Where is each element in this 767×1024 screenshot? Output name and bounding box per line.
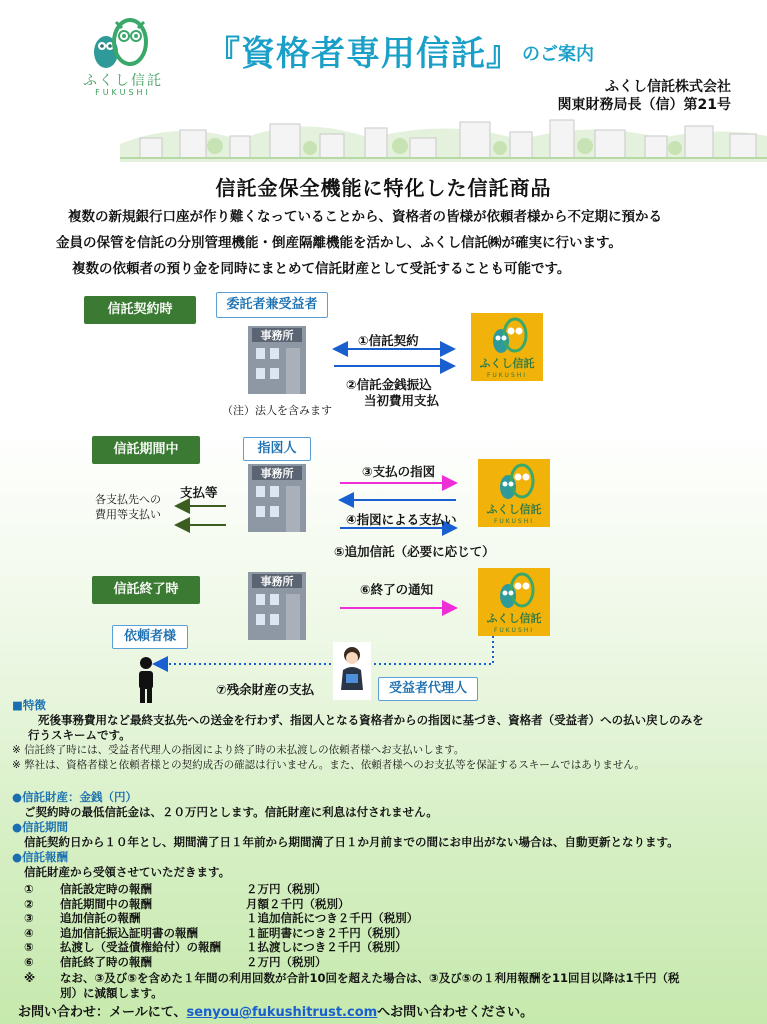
period-heading: ●信託期間 bbox=[12, 820, 69, 834]
fee-value: １払渡しにつき２千円（税別） bbox=[246, 940, 407, 955]
fees-intro: 信託財産から受領させていただきます。 bbox=[24, 865, 231, 879]
office-sign: 事務所 bbox=[260, 575, 294, 588]
svg-text:FUKUSHI: FUKUSHI bbox=[493, 627, 535, 634]
logo-roman: FUKUSHI bbox=[95, 88, 151, 97]
page-title: 『資格者専用信託』 bbox=[206, 34, 521, 74]
fee-item bbox=[24, 926, 724, 941]
fee-item bbox=[24, 897, 724, 912]
property-section bbox=[12, 790, 757, 880]
role-instructor: 指図人 bbox=[243, 437, 311, 461]
contact-line bbox=[18, 1001, 533, 1020]
fee-name: 払渡し（受益債権給付）の報酬 bbox=[60, 940, 221, 955]
fee-value: １追加信託につき２千円（税別） bbox=[246, 911, 419, 926]
label-termination-notice: ⑥終了の通知 bbox=[360, 582, 434, 597]
fee-item bbox=[24, 940, 724, 955]
period-body: 信託契約日から１０年とし、期間満了日１年前から期間満了日１か月前までの間にお申出がない場合は、自動更新となります。 bbox=[24, 835, 679, 849]
role-beneficiary-agent: 受益者代理人 bbox=[378, 677, 478, 701]
label-transfer-1: ②信託金銭振込 bbox=[346, 377, 432, 392]
label-transfer-2: 当初費用支払 bbox=[364, 393, 440, 408]
office-building-icon bbox=[246, 572, 308, 644]
fukushi-logo-icon bbox=[471, 313, 543, 385]
payee-line-1: 各支払先への bbox=[95, 493, 161, 506]
role-client: 依頼者様 bbox=[112, 625, 188, 649]
label-payment-by-instruction: ④指図による支払い bbox=[346, 512, 457, 527]
fee-name: 信託期間中の報酬 bbox=[60, 896, 152, 911]
fukushi-logo-icon bbox=[478, 459, 550, 531]
page-title-suffix: のご案内 bbox=[522, 44, 594, 65]
svg-text:ふくし信託: ふくし信託 bbox=[486, 503, 542, 516]
svg-text:ふくし信託: ふくし信託 bbox=[479, 357, 535, 370]
fee-number: ⑤ bbox=[24, 940, 34, 955]
office-building-icon bbox=[246, 464, 308, 536]
fee-value: １証明書につき２千円（税別） bbox=[246, 925, 407, 940]
headline: 信託金保全機能に特化した信託商品 bbox=[215, 176, 552, 200]
fee-name: 追加信託の報酬 bbox=[60, 911, 141, 926]
payee-line-2: 費用等支払い bbox=[95, 508, 161, 521]
fee-number: ② bbox=[24, 896, 34, 911]
fees-list bbox=[24, 882, 724, 970]
stage-period-label: 信託期間中 bbox=[92, 436, 200, 464]
fee-item bbox=[24, 955, 724, 970]
fee-number: ① bbox=[24, 882, 34, 896]
contact-email-link[interactable]: senyou@fukushitrust.com bbox=[186, 1005, 378, 1020]
contact-prefix: お問い合わせ：メールにて、 bbox=[18, 1005, 187, 1020]
fee-number: ④ bbox=[24, 925, 34, 940]
logo-name: ふくし信託 bbox=[83, 73, 163, 89]
property-heading: ●信託財産：金銭（円） bbox=[12, 790, 138, 804]
payee-label bbox=[88, 492, 168, 522]
fees-note-mark: ※ bbox=[24, 971, 36, 985]
company-registration: 関東財務局長（信）第21号 bbox=[557, 97, 731, 113]
fukushi-logo-icon bbox=[478, 568, 550, 640]
intro-line-2: 金員の保管を信託の分別管理機能・倒産隔離機能を活かし、ふくし信託㈱が確実に行います。 bbox=[56, 235, 622, 251]
features-heading: ■特徴 bbox=[12, 698, 46, 712]
label-payment: 支払等 bbox=[180, 485, 218, 500]
contact-suffix: へお問い合わせください。 bbox=[377, 1005, 534, 1020]
label-payment-instruction: ③支払の指図 bbox=[362, 464, 436, 479]
features-section bbox=[12, 698, 757, 773]
property-body: ご契約時の最低信託金は、２０万円とします。信託財産に利息は付されません。 bbox=[24, 805, 438, 819]
fees-note bbox=[24, 971, 724, 1001]
fees-note-line-2: 別）に減額します。 bbox=[60, 986, 163, 1000]
company-name: ふくし信託株式会社 bbox=[605, 79, 731, 95]
features-body-2: 行うスキームです。 bbox=[28, 728, 131, 742]
fee-number: ③ bbox=[24, 911, 34, 926]
label-trust-contract: ①信託契約 bbox=[358, 333, 419, 348]
fee-value: ２万円（税別） bbox=[246, 882, 327, 896]
svg-text:ふくし信託: ふくし信託 bbox=[486, 612, 542, 625]
stage-termination-label: 信託終了時 bbox=[92, 576, 200, 604]
fee-name: 追加信託振込証明書の報酬 bbox=[60, 925, 198, 940]
fee-item bbox=[24, 882, 724, 897]
features-note-1: ※ 信託終了時には、受益者代理人の指図により終了時の未払渡しの依頼者様へお支払いします。 bbox=[12, 744, 465, 756]
fee-value: ２万円（税別） bbox=[246, 954, 327, 969]
svg-text:FUKUSHI: FUKUSHI bbox=[486, 372, 528, 379]
intro-line-1: 複数の新規銀行口座が作り難くなっていることから、資格者の皆様が依頼者様から不定期に預かる bbox=[68, 209, 662, 225]
fee-name: 信託設定時の報酬 bbox=[60, 882, 152, 896]
label-residual-payment: ⑦残余財産の支払 bbox=[216, 682, 315, 697]
intro-line-3: 複数の依頼者の預り金を同時にまとめて信託財産として受託することも可能です。 bbox=[72, 261, 571, 277]
label-additional-trust: ⑤追加信託（必要に応じて） bbox=[334, 544, 495, 559]
fee-number: ⑥ bbox=[24, 954, 34, 969]
fee-item bbox=[24, 911, 724, 926]
fee-value: 月額２千円（税別） bbox=[246, 896, 350, 911]
office-sign: 事務所 bbox=[260, 467, 294, 480]
role-settlor-beneficiary: 委託者兼受益者 bbox=[216, 292, 328, 318]
fees-heading: ●信託報酬 bbox=[12, 850, 69, 864]
features-note-2: ※ 弊社は、資格者様と依頼者様との契約成否の確認は行いません。また、依頼者様へのお支払等を保証するスキームではありません。 bbox=[12, 759, 645, 771]
stage-contract-label: 信託契約時 bbox=[84, 296, 196, 324]
note-corporation: （注）法人を含みます bbox=[222, 404, 332, 417]
fee-name: 信託終了時の報酬 bbox=[60, 954, 152, 969]
office-sign: 事務所 bbox=[260, 329, 294, 342]
client-person-icon bbox=[139, 657, 153, 703]
office-building-icon bbox=[246, 326, 308, 398]
fees-note-line-1: なお、③及び⑤を含めた１年間の利用回数が合計10回を超えた場合は、③及び⑤の１利用報酬を11回目以降は1千円（税 bbox=[60, 971, 680, 985]
beneficiary-agent-person-icon bbox=[333, 642, 371, 700]
svg-text:FUKUSHI: FUKUSHI bbox=[493, 518, 535, 525]
fees-note-text bbox=[60, 971, 724, 1001]
features-body-1: 死後事務費用など最終支払先への送金を行わず、指図人となる資格者からの指図に基づき、資格者（受益者）への払い戻しのみを bbox=[38, 713, 704, 727]
arrow-residual-payment bbox=[154, 626, 493, 664]
